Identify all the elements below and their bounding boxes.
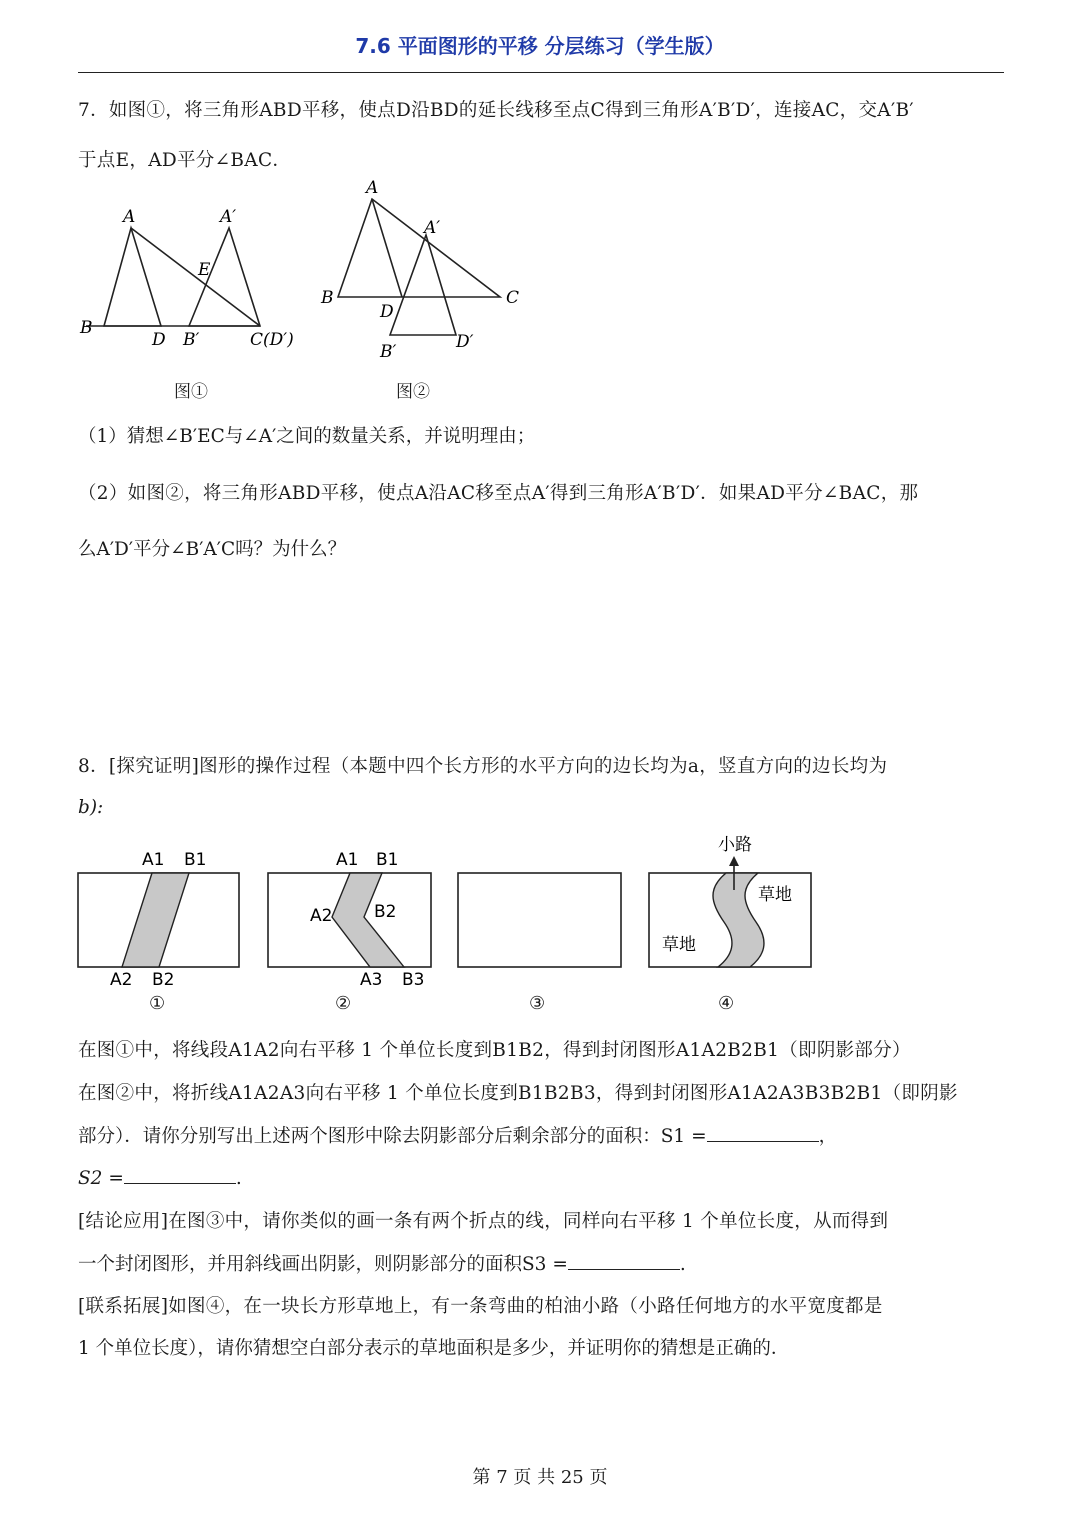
triangle-abd [104, 228, 161, 326]
rectangle [458, 873, 621, 967]
triangle-a1b1d1 [390, 235, 456, 335]
q7-line2: 于点E，AD平分∠BAC． [78, 150, 292, 171]
q7-figure-1 [76, 180, 316, 360]
q8-s1-prompt: 部分）．请你分别写出上述两个图形中除去阴影部分后剩余部分的面积：S1 = [78, 1126, 707, 1147]
label-c-d-prime: C(D′) [250, 330, 294, 350]
curved-path-shape [713, 873, 764, 967]
q8-s1-suffix: ， [818, 1126, 838, 1147]
label-b2: B2 [152, 970, 175, 990]
triangle-abc [338, 199, 500, 297]
label-e: E [198, 260, 211, 280]
q8-extension-line1: [联系拓展]如图④，在一块长方形草地上，有一条弯曲的柏油小路（小路任何地方的水平宽度都是 [78, 1296, 883, 1317]
label-b-prime: B′ [183, 330, 200, 350]
q8-s2-prompt: S2 = [78, 1168, 124, 1189]
page-number: 第 7 页 共 25 页 [472, 1467, 608, 1488]
label-a-prime: A′ [424, 218, 441, 238]
label-b2: B2 [374, 902, 397, 922]
q7-part2-line1: （2）如图②，将三角形ABD平移，使点A沿AC移至点A′得到三角形A′B′D′．如果AD平分∠BAC，那 [78, 483, 919, 504]
q8-figure-1 [76, 845, 246, 990]
label-a-prime: A′ [220, 207, 237, 227]
q7-figure-2-caption: 图② [396, 382, 430, 402]
label-d: D [152, 330, 166, 350]
page-title: 7.6 平面图形的平移 分层练习（学生版） [355, 34, 725, 58]
q8-step2-line1: 在图②中，将折线A1A2A3向右平移 1 个单位长度到B1B2B3，得到封闭图形A1A2A3B3B2B1（即阴影 [78, 1083, 958, 1104]
q8-figure-2 [266, 845, 436, 990]
label-d: D [380, 302, 394, 322]
label-a: A [366, 178, 379, 198]
label-a1: A1 [336, 850, 359, 870]
label-b3: B3 [402, 970, 425, 990]
label-b1: B1 [184, 850, 207, 870]
s1-answer-blank[interactable] [707, 1123, 819, 1142]
segment-ad [372, 199, 402, 297]
q8-step1: 在图①中，将线段A1A2向右平移 1 个单位长度到B1B2，得到封闭图形A1A2B2B1（即阴影部分） [78, 1040, 911, 1061]
label-b: B [80, 318, 93, 338]
label-a3: A3 [360, 970, 383, 990]
shaded-strip [122, 873, 189, 967]
q8-extension-line2: 1 个单位长度），请你猜想空白部分表示的草地面积是多少，并证明你的猜想是正确的． [78, 1338, 790, 1359]
q7-part2-line2: 么A′D′平分∠B′A′C吗？为什么？ [78, 539, 347, 560]
q8-figure-2-caption: ② [335, 993, 352, 1014]
label-a2: A2 [110, 970, 133, 990]
q8-s2-suffix: . [235, 1168, 242, 1189]
q8-figure-4 [646, 830, 821, 990]
s2-answer-blank[interactable] [124, 1165, 236, 1184]
q8-figure-1-caption: ① [149, 993, 166, 1014]
q8-line2: b): [78, 797, 104, 818]
q8-figure-3 [456, 845, 626, 990]
q8-conclusion-line2 [78, 1250, 686, 1276]
label-grass-left: 草地 [662, 935, 696, 955]
label-a: A [123, 207, 136, 227]
q8-step2-line2 [78, 1122, 837, 1148]
label-b-prime: B′ [380, 342, 397, 362]
q7-figure-1-caption: 图① [174, 382, 208, 402]
q7-figure-2 [316, 175, 536, 365]
label-a2: A2 [310, 906, 333, 926]
label-d-prime: D′ [456, 332, 474, 352]
arrow-up-icon [729, 856, 739, 866]
q8-s3-prompt: 一个封闭图形，并用斜线画出阴影，则阴影部分的面积S3 = [78, 1254, 568, 1275]
s3-answer-blank[interactable] [568, 1251, 680, 1270]
q8-s3-suffix: . [679, 1254, 686, 1275]
label-grass-right: 草地 [758, 885, 792, 905]
q7-part1: （1）猜想∠B′EC与∠A′之间的数量关系，并说明理由； [78, 426, 536, 447]
q8-s2-line [78, 1165, 242, 1189]
q7-line1: 7．如图①，将三角形ABD平移，使点D沿BD的延长线移至点C得到三角形A′B′D′，连接AC，交A′B′ [78, 100, 914, 121]
q8-figure-4-caption: ④ [718, 993, 735, 1014]
q8-conclusion-line1: [结论应用]在图③中，请你类似的画一条有两个折点的线，同样向右平移 1 个单位长度，从而得到 [78, 1211, 889, 1232]
label-path: 小路 [718, 835, 752, 855]
label-c: C [506, 288, 520, 308]
header-divider [78, 72, 1004, 73]
label-a1: A1 [142, 850, 165, 870]
label-b1: B1 [376, 850, 399, 870]
q8-figure-3-caption: ③ [529, 993, 546, 1014]
q8-line1: 8．[探究证明]图形的操作过程（本题中四个长方形的水平方向的边长均为a，竖直方向的边长均为 [78, 756, 888, 777]
label-b: B [321, 288, 334, 308]
